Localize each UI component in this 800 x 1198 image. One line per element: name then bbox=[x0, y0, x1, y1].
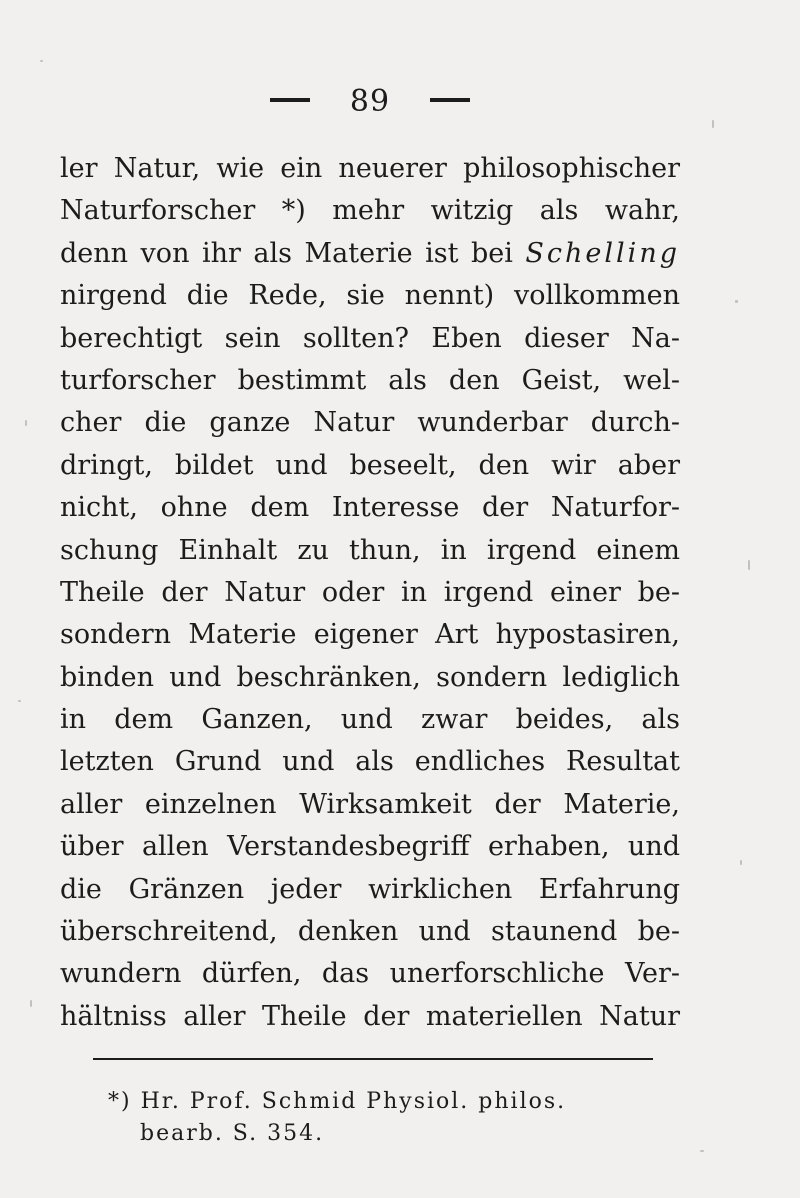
text-line-main: aller einzelnen Wirksamkeit der Materie, bbox=[60, 788, 680, 820]
text-line-main: ler Natur, wie ein neuerer philosophischer bbox=[60, 153, 680, 184]
footnote-line: *) Hr. Prof. Schmid Physiol. philos. bbox=[108, 1089, 567, 1114]
text-line bbox=[60, 148, 680, 190]
page-header bbox=[270, 82, 470, 122]
text-line-main: über allen Verstandesbegriff erhaben, und bbox=[60, 831, 680, 863]
paper-speck bbox=[740, 860, 742, 865]
text-line-main: hältniss aller Theile der materiellen Natur bbox=[60, 1000, 680, 1032]
header-dash-right bbox=[430, 98, 470, 102]
text-line bbox=[60, 190, 680, 232]
text-line-main: nicht, ohne dem Interesse der Naturfor- bbox=[60, 492, 680, 524]
text-line-main: dringt, bildet und beseelt, den wir aber bbox=[60, 449, 680, 481]
text-line bbox=[60, 784, 680, 826]
text-line-main: sondern Materie eigener Art hypostasiren, bbox=[60, 619, 680, 651]
paper-speck bbox=[700, 1150, 704, 1152]
text-line-main: Theile der Natur oder in irgend einer be- bbox=[60, 576, 680, 608]
text-line bbox=[60, 318, 680, 360]
text-line bbox=[60, 530, 680, 572]
text-line bbox=[60, 657, 680, 699]
text-line-main: nirgend die Rede, sie nennt) vollkommen bbox=[60, 280, 680, 312]
text-line bbox=[60, 996, 680, 1038]
text-line bbox=[60, 826, 680, 868]
footnote-rule bbox=[93, 1058, 653, 1060]
text-line-main: denn von ihr als Materie ist bei bbox=[60, 237, 526, 269]
paper-speck bbox=[40, 60, 43, 62]
header-dash-left bbox=[270, 98, 310, 102]
text-line bbox=[60, 360, 680, 402]
text-line-main: berechtigt sein sollten? Eben dieser Na- bbox=[60, 322, 680, 354]
text-line bbox=[60, 572, 680, 614]
text-line-main: cher die ganze Natur wunderbar durch- bbox=[60, 407, 680, 439]
text-line bbox=[60, 699, 680, 741]
text-line-main: in dem Ganzen, und zwar beides, als bbox=[60, 704, 680, 736]
text-line-main: letzten Grund und als endliches Resultat bbox=[60, 746, 680, 778]
text-line-main: wundern dürfen, das unerforschliche Ver- bbox=[60, 958, 680, 990]
paper-speck bbox=[748, 560, 750, 570]
text-line bbox=[60, 614, 680, 656]
paper-speck bbox=[18, 700, 21, 702]
text-line bbox=[60, 275, 680, 317]
text-line bbox=[60, 911, 680, 953]
body-text bbox=[60, 148, 680, 1038]
paper-speck bbox=[30, 1000, 32, 1007]
text-line bbox=[60, 741, 680, 783]
text-line-main: schung Einhalt zu thun, in irgend einem bbox=[60, 534, 680, 566]
text-line bbox=[60, 445, 680, 487]
footnote-line: bearb. S. 354. bbox=[140, 1121, 325, 1146]
text-line bbox=[60, 953, 680, 995]
text-line-main: überschreitend, denken und staunend be- bbox=[60, 916, 680, 948]
text-line-main: Naturforscher *) mehr witzig als wahr, bbox=[60, 195, 680, 227]
text-line-main: die Gränzen jeder wirklichen Erfahrung bbox=[60, 873, 680, 905]
footnote bbox=[108, 1086, 678, 1150]
text-line bbox=[60, 869, 680, 911]
text-line-emphasis: Schelling bbox=[525, 237, 680, 269]
text-line-main: turforscher bestimmt als den Geist, wel- bbox=[60, 364, 680, 396]
text-line-main: binden und beschränken, sondern lediglich bbox=[60, 661, 680, 693]
paper-speck bbox=[712, 120, 714, 128]
paper-speck bbox=[735, 300, 738, 303]
text-line bbox=[60, 233, 680, 275]
text-line bbox=[60, 487, 680, 529]
paper-speck bbox=[25, 420, 27, 426]
page-number: 89 bbox=[349, 84, 391, 119]
text-line bbox=[60, 402, 680, 444]
